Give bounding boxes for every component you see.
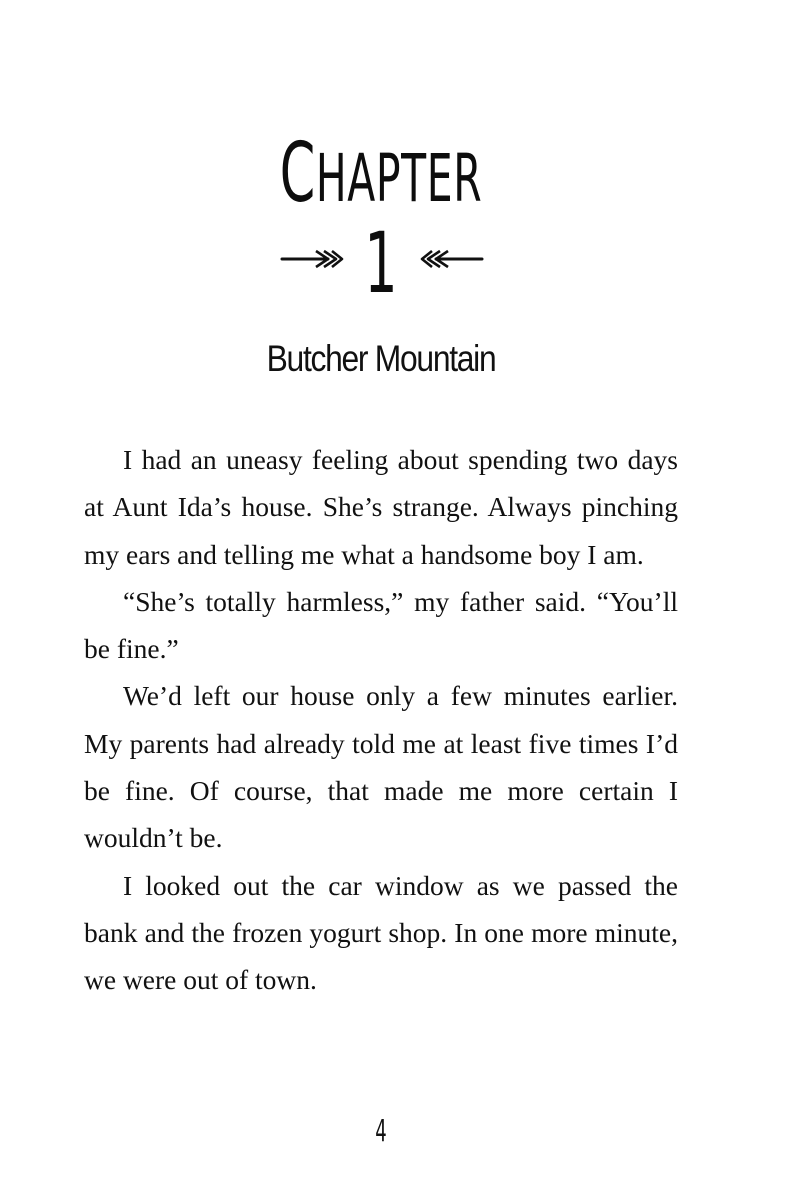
chapter-heading (145, 128, 617, 225)
paragraph: I had an uneasy feeling about spending two days at Aunt Ida’s house. She’s strange. Always pinching my ears and telling me what a handsome boy I am. (84, 444, 678, 570)
page-number: 4 (375, 1114, 387, 1149)
chapter-title: Butcher Mountain (266, 338, 496, 379)
arrow-right-icon (280, 248, 344, 270)
chapter-number-row (0, 214, 762, 312)
paragraph: We’d left our house only a few minutes earlier. My parents had already told me at least five times I’d be fine. Of course, that made me more certain I wouldn’t be. (84, 680, 678, 854)
arrow-left-icon (420, 248, 484, 270)
body-text (84, 436, 678, 1004)
chapter-number: 1 (364, 214, 398, 312)
chapter-heading-initial: C (279, 126, 316, 221)
chapter-heading-rest: HAPTER (315, 140, 483, 217)
paragraph: I looked out the car window as we passed the bank and the frozen yogurt shop. In one more minute, we were out of town. (84, 869, 678, 996)
paragraph: “She’s totally harmless,” my father said. “You’ll be fine.” (84, 585, 678, 665)
